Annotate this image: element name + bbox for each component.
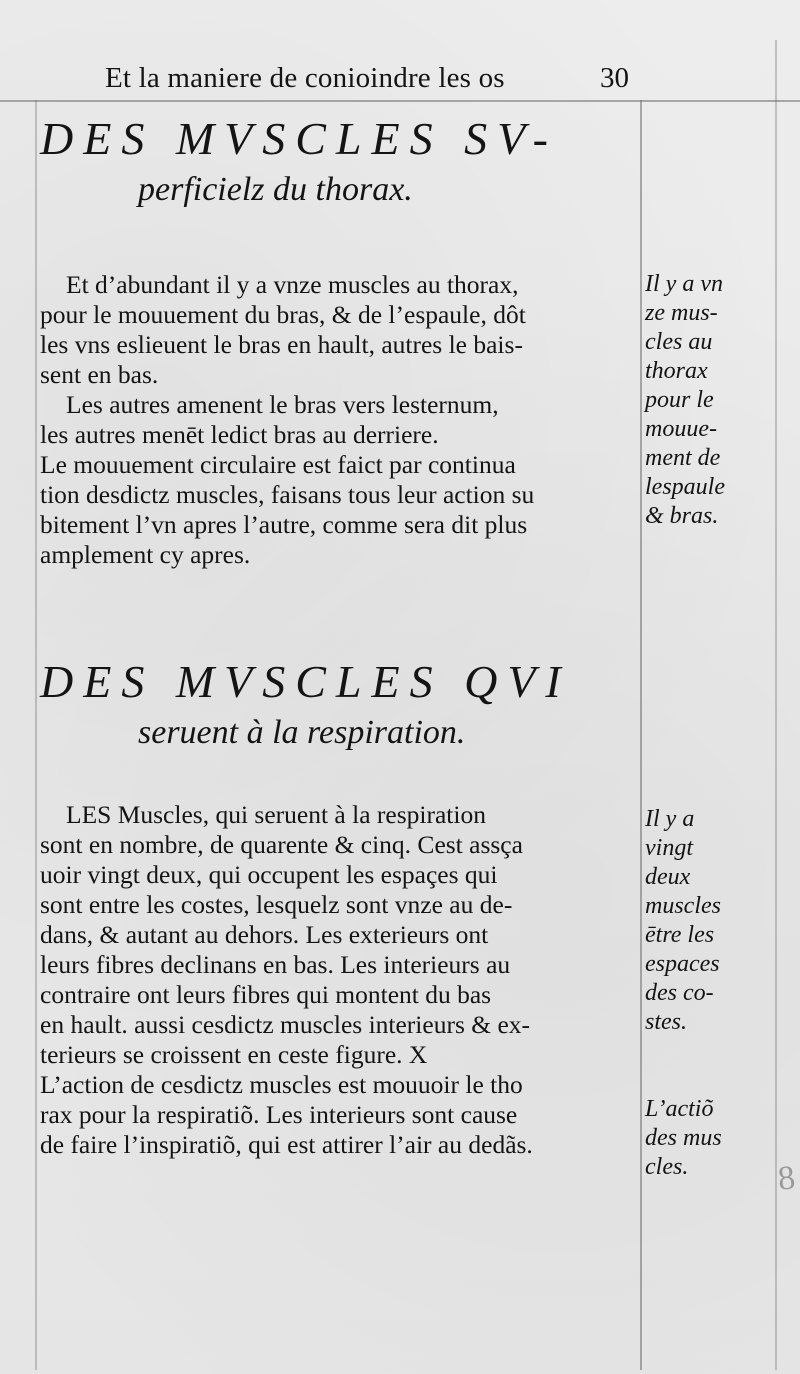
margin-note-line: pour le [645,387,714,413]
text-line: contraire ont leurs fibres qui montent du bas [40,980,492,1009]
text-line: Et d’abundant il y a vnze muscles au thorax, [66,270,519,299]
margin-note-muscle-action [645,1095,780,1182]
margin-note-line: Il y a vn [645,271,723,297]
binding-mark: 8 [776,1159,797,1198]
text-line: en hault. aussi cesdictz muscles interieurs & ex- [40,1010,531,1039]
text-line: LES Muscles, qui seruent à la respiration [66,800,486,829]
margin-note-intercostal-muscles [645,805,780,1037]
margin-note-line: mouue- [645,416,717,442]
text-line: les vns eslieuent le bras en hault, autres le bais- [40,330,523,359]
section-heading-superficial-muscles [40,112,645,209]
text-line: leurs fibres declinans en bas. Les interieurs au [40,950,511,979]
margin-note-line: ze mus- [645,300,718,326]
margin-note-thorax-muscles [645,270,780,531]
page-number: 30 [600,62,629,94]
margin-note-line: ment de [645,445,721,471]
text-line: sent en bas. [40,360,159,389]
margin-note-line: lespaule [645,474,725,500]
left-frame-rule [35,100,37,1370]
heading-line-1: DES MVSCLES QVI [40,656,571,707]
text-line: sont entre les costes, lesquelz sont vnze au de- [40,890,513,919]
text-line: L’action de cesdictz muscles est mouuoir le tho [40,1070,523,1099]
text-line: rax pour la respiratiõ. Les interieurs sont cause [40,1100,518,1129]
margin-note-line: cles au [645,329,713,355]
heading-line-2: perficielz du thorax. [138,171,413,208]
text-line: terieurs se croissent en ceste figure. X [40,1040,428,1069]
margin-note-line: espaces [645,951,720,977]
margin-note-line: & bras. [645,503,719,529]
margin-note-line: muscles [645,893,721,919]
heading-line-1: DES MVSCLES SV- [40,113,558,164]
section-heading-respiration-muscles [40,655,645,752]
margin-note-line: thorax [645,358,708,384]
text-line: de faire l’inspiratiõ, qui est attirer l’air au dedãs. [40,1130,533,1159]
margin-note-line: L’actiõ [645,1096,714,1122]
text-line: pour le mouuement du bras, & de l’espaule, dôt [40,300,526,329]
running-title: Et la maniere de conioindre les os [105,62,505,94]
text-line: uoir vingt deux, qui occupent les espaçes qui [40,860,498,889]
text-line: dans, & autant au dehors. Les exterieurs ont [40,920,489,949]
text-line: bitement l’vn apres l’autre, comme sera dit plus [40,510,528,539]
text-line: tion desdictz muscles, faisans tous leur action su [40,480,535,509]
margin-note-line: des mus [645,1125,722,1151]
margin-note-line: ētre les [645,922,715,948]
section-1-paragraphs [40,270,640,570]
heading-line-2: seruent à la respiration. [138,714,466,751]
text-line: Les autres amenent le bras vers lesternum, [66,390,499,419]
text-line: sont en nombre, de quarente & cinq. Cest assça [40,830,523,859]
text-line: amplement cy apres. [40,540,251,569]
margin-note-line: deux [645,864,691,890]
running-head [105,62,635,102]
text-line: les autres menēt ledict bras au derriere. [40,420,439,449]
margin-note-line: vingt [645,835,693,861]
text-line: Le mouuement circulaire est faict par continua [40,450,516,479]
margin-note-line: des co- [645,980,714,1006]
margin-note-line: cles. [645,1154,689,1180]
margin-note-line: stes. [645,1009,687,1035]
margin-note-line: Il y a [645,806,695,832]
section-2-paragraphs [40,800,640,1160]
